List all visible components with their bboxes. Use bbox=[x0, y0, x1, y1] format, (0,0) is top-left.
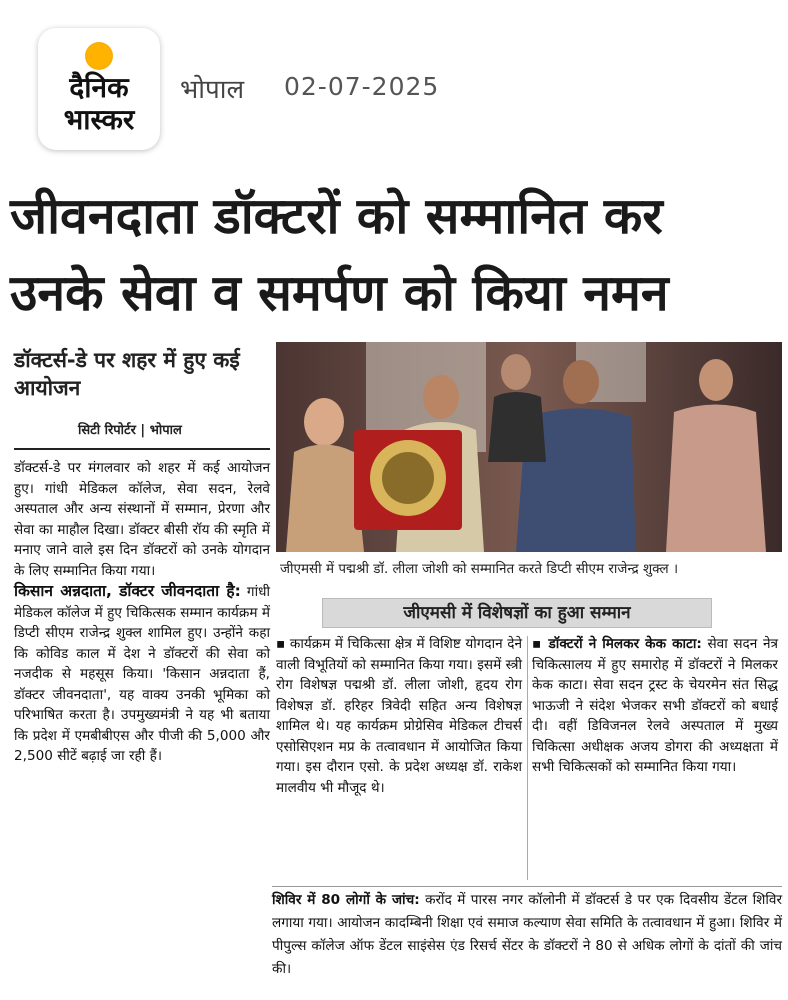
subheadline: डॉक्टर्स-डे पर शहर में हुए कई आयोजन bbox=[14, 348, 240, 400]
byline: सिटी रिपोर्टर | भोपाल bbox=[78, 423, 182, 438]
left-paragraph-2 bbox=[14, 581, 270, 767]
logo-line1: दैनिक bbox=[69, 71, 129, 104]
left-paragraph-1: डॉक्टर्स-डे पर मंगलवार को शहर में कई आयोजन हुए। गांधी मेडिकल कॉलेज, सेवा सदन, रेलवे अस्पताल और अन्य संस्थानों में सम्मान, प्रेरणा और सेवा का माहौल दिखा। डॉक्टर बीसी रॉय की स्मृति में मनाए जाने वाले इस दिन डॉक्टरों को उनके योगदान के लिए सम्मानित किया गया। bbox=[14, 460, 270, 579]
left-paragraph-2-body: गांधी मेडिकल कॉलेज में हुए चिकित्सक सम्मान कार्यक्रम में डिप्टी सीएम राजेन्द्र शुक्ल शामिल हुए। उन्होंने कहा कि कोविड काल में देश ने डॉक्टरों की सेवा को नजदीक से महसूस किया। 'किसान अन्नदाता हैं, डॉक्टर जीवनदाता', यह वाक्य उनकी भूमिका को परिभाषित करता है। उपमुख्यमंत्री ने यह भी बताया कि प्रदेश में एमबीबीएस और पीजी की 5,000 और 2,500 सीटें बढ़ाई जा रही हैं। bbox=[14, 584, 270, 764]
section-band: जीएमसी में विशेषज्ञों का हुआ सम्मान bbox=[322, 598, 712, 628]
bottom-column bbox=[272, 886, 782, 981]
column-divider bbox=[527, 636, 528, 880]
byline-divider bbox=[14, 448, 270, 450]
edition-date: 02-07-2025 bbox=[284, 72, 440, 101]
right-column-lead: ▪ डॉक्टरों ने मिलकर केक काटा: bbox=[532, 636, 702, 652]
photo-caption: जीएमसी में पद्मश्री डॉ. लीला जोशी को सम्मानित करते डिप्टी सीएम राजेन्द्र शुक्ल । bbox=[280, 561, 679, 577]
mid-column: ▪ कार्यक्रम में चिकित्सा क्षेत्र में विशिष्ट योगदान देने वाली विभूतियों को सम्मानित किया गया। इसमें स्त्री रोग विशेषज्ञ पद्मश्री डॉ. लीला जोशी, हृदय रोग विशेषज्ञ डॉ. हरिहर त्रिवेदी सहित अन्य विशेषज्ञ शामिल थे। यह कार्यक्रम प्रोग्रेसिव मेडिकल टीचर्स एसोसिएशन मप्र के तत्वावधान में आयोजित किया गया। इस दौरान एसो. के प्रदेश अध्यक्ष डॉ. राकेश मालवीय भी मौजूद थे। bbox=[276, 636, 522, 796]
headline-line2: उनके सेवा व समर्पण को किया नमन bbox=[10, 264, 669, 322]
left-column bbox=[14, 458, 270, 767]
logo-line2: भास्कर bbox=[63, 103, 135, 136]
left-paragraph-2-head: किसान अन्नदाता, डॉक्टर जीवनदाता है: bbox=[14, 582, 241, 600]
bottom-column-body: करोंद में पारस नगर कॉलोनी में डॉक्टर्स डे पर एक दिवसीय डेंटल शिविर लगाया गया। आयोजन कादम्बिनी शिक्षा एवं समाज कल्याण सेवा समिति के तत्वावधान में हुआ। शिविर में पीपुल्स कॉलेज ऑफ डेंटल साइंसेस एंड रिसर्च सेंटर के डॉक्टरों ने 80 से अधिक लोगों के दांतों की जांच की। bbox=[272, 892, 782, 977]
bottom-column-lead: शिविर में 80 लोगों के जांच: bbox=[272, 892, 420, 908]
masthead bbox=[0, 0, 788, 170]
right-column-body: सेवा सदन नेत्र चिकित्सालय में हुए समारोह में डॉक्टरों ने मिलकर केक काटा। सेवा सदन ट्रस्ट के चेयरमेन संत सिद्ध भाऊजी ने संदेश भेजकर सभी डॉक्टरों को बधाई दी। वहीं डिविजनल रेलवे अस्पताल में मुख्य चिकित्सा अधीक्षक अजय डोगरा की अध्यक्षता में सभी चिकित्सकों को सम्मानित किया गया। bbox=[532, 636, 778, 775]
sun-icon bbox=[85, 42, 113, 70]
dainik-bhaskar-logo bbox=[38, 28, 160, 150]
edition-city: भोपाल bbox=[180, 75, 245, 105]
award-ceremony-image bbox=[276, 342, 782, 552]
news-photo bbox=[276, 342, 782, 552]
headline-line1: जीवनदाता डॉक्टरों को सम्मानित कर bbox=[10, 187, 663, 245]
right-column bbox=[532, 634, 778, 778]
